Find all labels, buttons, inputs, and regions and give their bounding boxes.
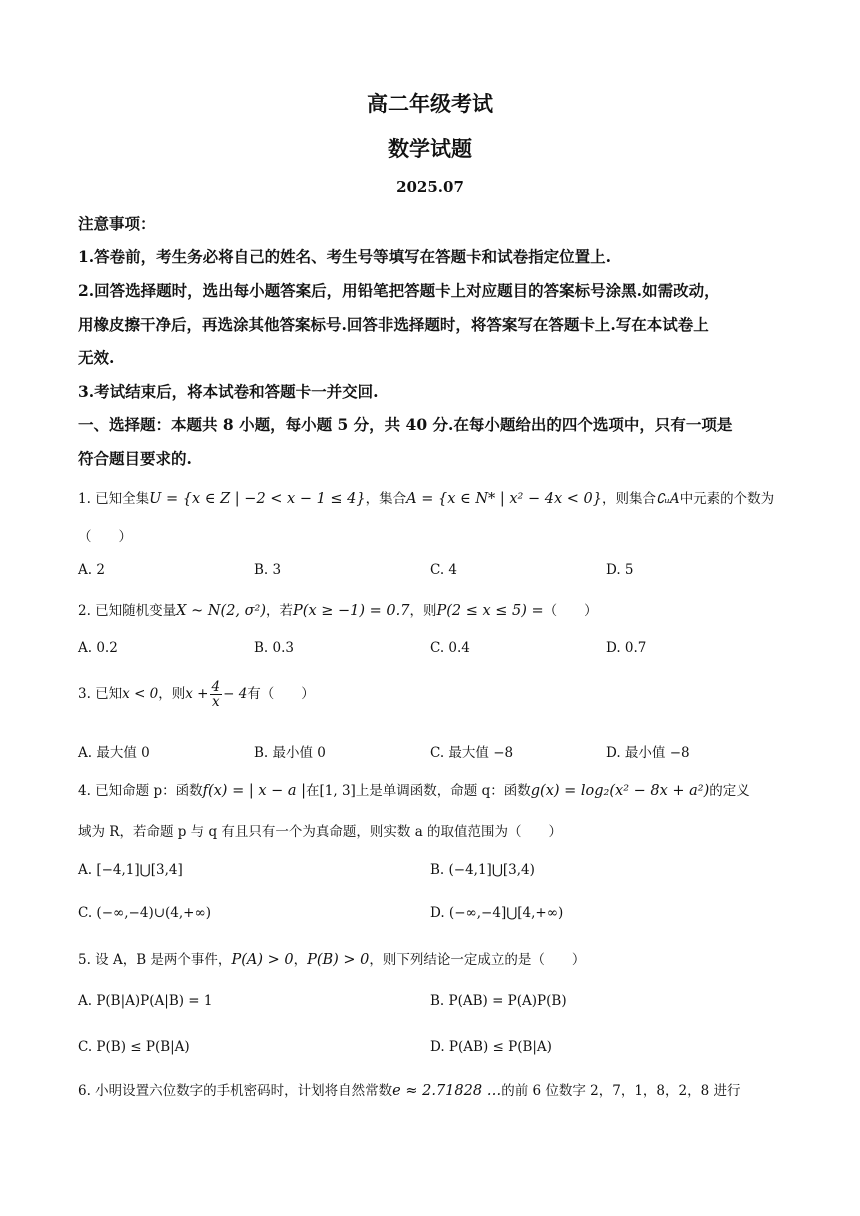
q4-function-g: g(x) = log₂(x² − 8x + a²) [530,783,710,799]
question-5-stem [78,948,786,968]
q4-text-c: 上是单调函数，命题 q：函数 [355,783,531,799]
q3-condition: x < 0 [122,686,159,703]
q5-option-b: B. P(AB) = P(A)P(B) [430,993,567,1009]
q2-text-a: 2. 已知随机变量 [78,603,177,619]
q1-option-d: D. 5 [606,562,634,578]
exam-title: 高二年级考试 [367,91,493,116]
q5-option-d: D. P(AB) ≤ P(B|A) [430,1039,552,1055]
q2-target-prob: P(2 ≤ x ≤ 5) = [436,603,544,619]
q1-complement: ∁ᵤA [655,491,680,507]
q3-text-b: ，则 [158,686,186,703]
q6-text-a: 6. 小明设置六位数字的手机密码时，计划将自然常数 [78,1083,393,1099]
notice-heading: 注意事项： [78,214,156,233]
q3-numerator: 4 [211,679,221,695]
q2-option-c: C. 0.4 [430,640,470,656]
q4-text-b: 在 [306,783,320,799]
q1-set-u: U = {x ∈ Z | −2 < x − 1 ≤ 4} [149,491,366,507]
section-heading-line-2: 符合题目要求的. [78,449,192,468]
q3-option-b: B. 最小值 0 [254,745,326,761]
question-1-stem [78,487,786,507]
q2-option-b: B. 0.3 [254,640,294,656]
section-heading-line-1: 一、选择题：本题共 8 小题，每小题 5 分，共 40 分.在每小题给出的四个选项中，只有一项是 [78,415,733,434]
question-4-stem-line-2: 域为 R，若命题 p 与 q 有且只有一个为真命题，则实数 a 的取值范围为（ ） [78,824,563,840]
q2-option-d: D. 0.7 [606,640,647,656]
notice-item-1: 1.答卷前，考生务必将自己的姓名、考生号等填写在答题卡和试卷指定位置上. [78,247,612,266]
q1-text-b: ，集合 [365,491,407,507]
q3-fraction [210,680,223,709]
q2-given-prob: P(x ≥ −1) = 0.7 [293,603,410,619]
q6-text-b: 的前 6 位数字 2，7，1，8，2，8 进行 [501,1083,741,1099]
q4-text-d: 的定义 [709,783,750,799]
q4-option-b: B. (−4,1]⋃[3,4) [430,862,535,878]
q5-condition-a: P(A) > 0 [231,952,294,968]
q3-option-a: A. 最大值 0 [78,745,150,761]
q1-option-c: C. 4 [430,562,458,578]
q1-text-a: 1. 已知全集 [78,491,150,507]
notice-item-2-line-3: 无效. [78,348,115,367]
notice-item-2-line-2: 用橡皮擦干净后，再选涂其他答案标号.回答非选择题时，将答案写在答题卡上.写在本试卷上 [78,315,709,334]
q5-option-c: C. P(B) ≤ P(B|A) [78,1039,190,1055]
question-2-stem [78,599,786,619]
q2-text-b: ，若 [266,603,294,619]
exam-date: 2025.07 [396,178,464,196]
q4-text-a: 4. 已知命题 p：函数 [78,783,203,799]
q4-option-a: A. [−4,1]⋃[3,4] [78,862,183,878]
q1-text-c: ，则集合 [601,491,656,507]
q1-option-a: A. 2 [78,562,105,578]
q3-option-c: C. 最大值 −8 [430,745,514,761]
q4-option-d: D. (−∞,−4]⋃[4,+∞) [430,905,564,921]
q4-interval: [1, 3] [319,783,356,799]
q1-text-d: 中元素的个数为 [679,491,775,507]
notice-item-2-line-1: 2.回答选择题时，选出每小题答案后，用铅笔把答题卡上对应题目的答案标号涂黑.如需改动， [78,281,720,300]
q5-option-a: A. P(B|A)P(A|B) = 1 [78,993,213,1009]
question-6-stem [78,1079,786,1099]
q2-answer-paren: （ ） [543,603,598,619]
question-3-stem [78,680,786,709]
q5-text-a: 5. 设 A，B 是两个事件， [78,952,232,968]
q4-function-f: f(x) = | x − a | [202,783,307,799]
q6-constant-e: e ≈ 2.71828 … [392,1083,502,1099]
q3-text-c: 有（ ） [247,686,315,703]
q2-text-c: ，则 [409,603,437,619]
q3-expr-tail: − 4 [223,686,248,703]
q5-separator: ， [293,952,308,968]
question-4-stem-line-1 [78,779,786,799]
q1-option-b: B. 3 [254,562,282,578]
q5-condition-b: P(B) > 0 [307,952,370,968]
notice-item-3: 3.考试结束后，将本试卷和答题卡一并交回. [78,382,379,401]
subject-title: 数学试题 [388,136,472,161]
q3-expr-x: x + [185,686,209,703]
q3-option-d: D. 最小值 −8 [606,745,690,761]
q3-denominator: x [211,694,220,711]
q5-text-b: ，则下列结论一定成立的是（ ） [369,952,586,968]
q1-answer-paren: （ ） [78,529,132,545]
q2-option-a: A. 0.2 [78,640,118,656]
q3-text-a: 3. 已知 [78,686,123,703]
q1-set-a: A = {x ∈ N* | x² − 4x < 0} [406,491,602,507]
q4-option-c: C. (−∞,−4)∪(4,+∞) [78,905,211,921]
q2-distribution: X ~ N(2, σ²) [176,603,267,619]
